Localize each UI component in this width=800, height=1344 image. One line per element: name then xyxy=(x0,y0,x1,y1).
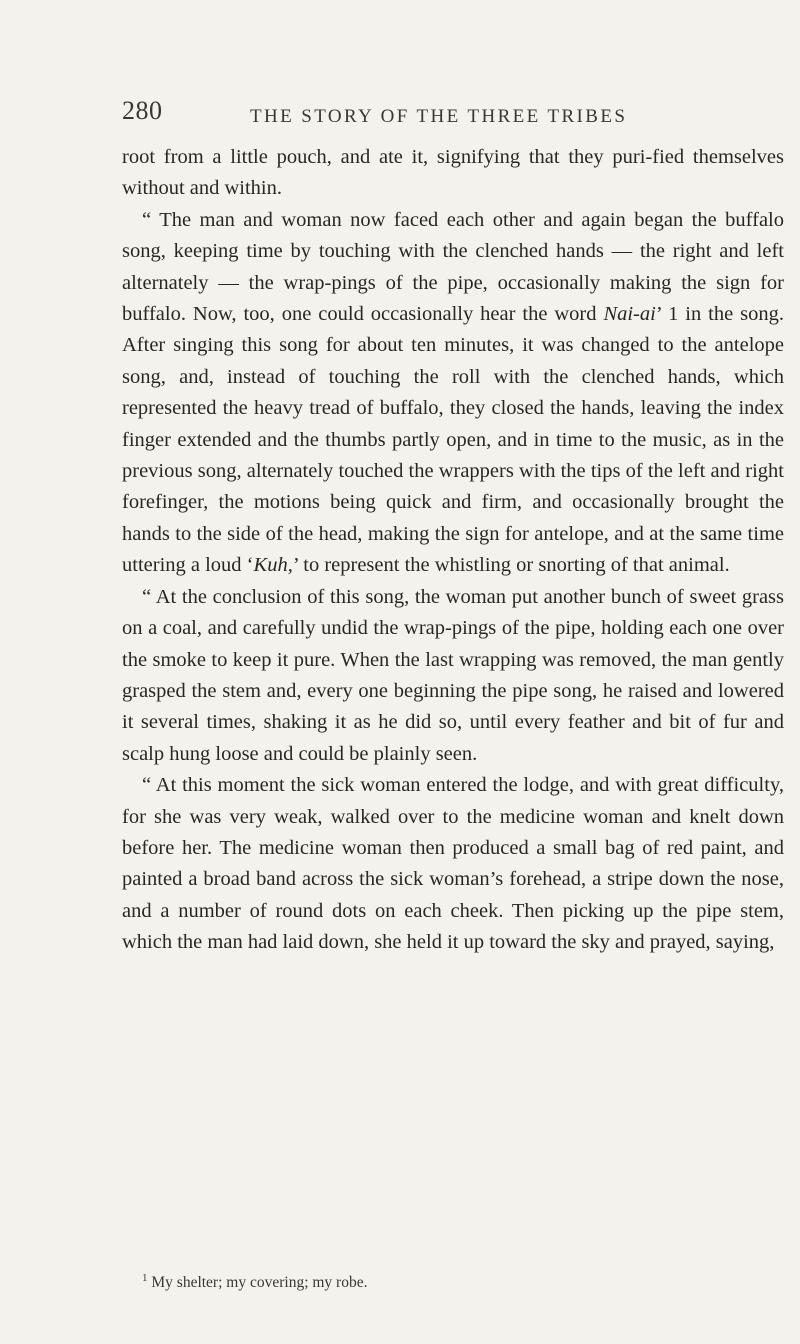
paragraph-4-text: “ At this moment the sick woman entered the lodge, and with great difficulty, for she was very weak, walked over to the medicine woman and knelt down before her. The medicine woman then produced a small bag of red paint, and painted a broad band across the sick woman’s forehead, a stripe down the nose, and a number of round dots on each cheek. Then picking up the pipe stem, which the man had laid down, she held it up toward the sky and prayed, saying, xyxy=(122,774,784,954)
footnote-mark: 1 xyxy=(142,1272,148,1284)
paragraph-2-text-b: in the song. After singing this song for about ten minutes, it was changed to the antelope song, and, instead of touching the roll with the clenched hands, which represented the heavy tread of buffalo, they closed the hands, leaving the index finger extended and the thumbs partly open, and in time to the music, as in the previous song, alternately touched the wrappers with the tips of the left and right forefinger, the motions being quick and firm, and occasionally brought the hands to the side of the head, making the sign for antelope, and at the same time uttering a loud ‘ xyxy=(122,303,785,577)
paragraph-1 xyxy=(122,142,784,205)
paragraph-2 xyxy=(122,205,784,582)
running-head xyxy=(122,96,782,136)
paragraph-1-text: root from a little pouch, and ate it, signifying that they puri-fied themselves without and within. xyxy=(122,146,784,200)
body-text xyxy=(122,142,784,959)
running-title: THE STORY OF THE THREE TRIBES xyxy=(250,106,628,127)
paragraph-2-text-a: “ The man and woman now faced each other and again began the buffalo song, keeping time by touching with the clenched hands — the right and left alternately — the wrap-pings of the pipe, occasionally making the sign for buffalo. Now, too, one could occasionally hear the word xyxy=(122,208,784,326)
page-number: 280 xyxy=(122,96,163,125)
paragraph-4 xyxy=(122,770,784,958)
term-nai-ai: Nai-ai xyxy=(603,303,656,326)
paragraph-2-text-c: ’ to represent the whistling or snorting of that animal. xyxy=(292,554,730,577)
paragraph-3-text: “ At the conclusion of this song, the woman put another bunch of sweet grass on a coal, and carefully undid the wrap-pings of the pipe, holding each one over the smoke to keep it pure. When the last wrapping was removed, the man gently grasped the stem and, every one beginning the pipe song, he raised and lowered it several times, shaking it as he did so, until every feather and bit of fur and scalp hung loose and could be plainly seen. xyxy=(122,585,784,765)
footnote xyxy=(142,1272,762,1292)
paragraph-3 xyxy=(122,582,784,770)
footnote-text: My shelter; my covering; my robe. xyxy=(151,1274,368,1292)
footnote-ref: ’ 1 xyxy=(655,303,679,326)
term-kuh: Kuh, xyxy=(253,554,293,577)
